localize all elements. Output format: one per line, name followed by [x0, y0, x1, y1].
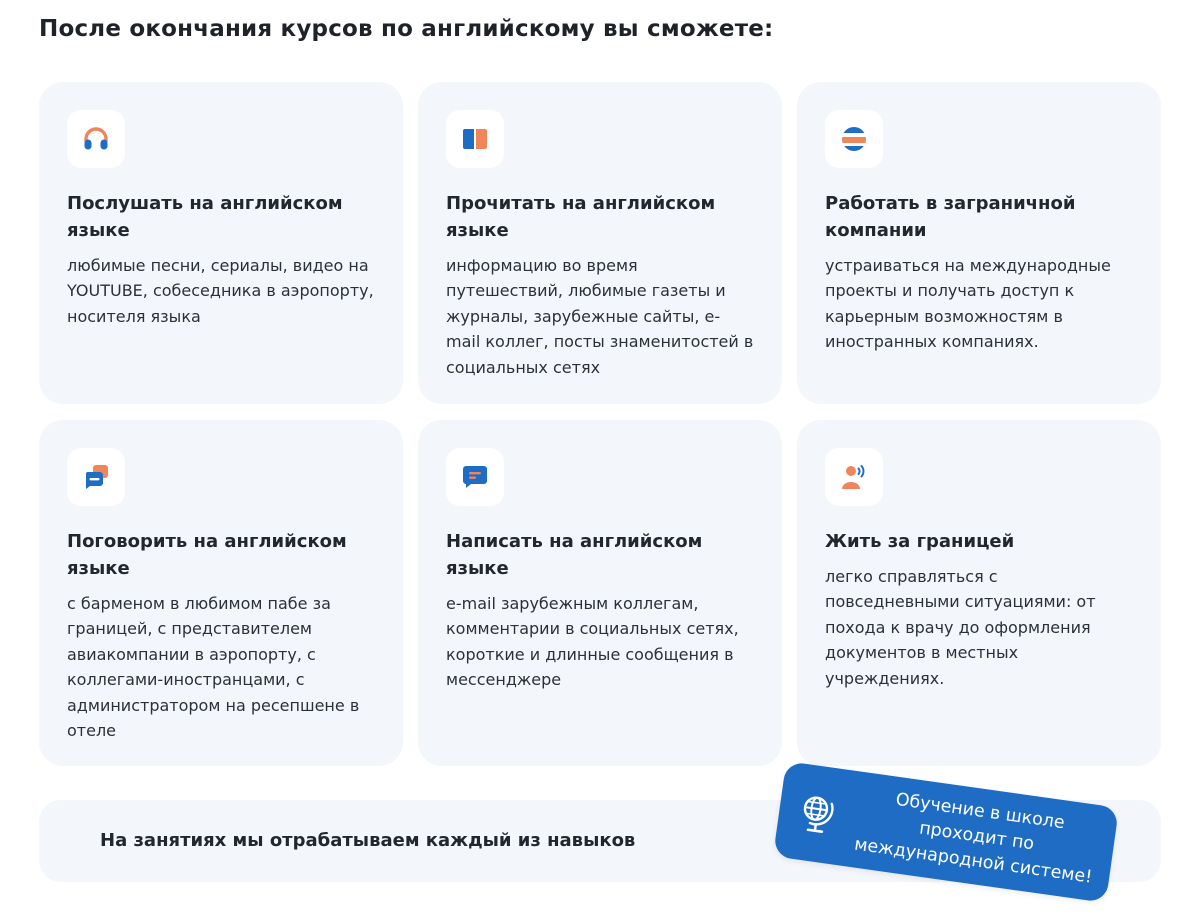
message-icon [460, 462, 490, 492]
book-icon [460, 124, 490, 154]
icon-tile [825, 448, 883, 506]
card-title: Написать на английском языке [446, 531, 703, 579]
card-description: с барменом в любимом пабе за границей, с представителем авиакомпании в аэропорту, с коллегами-иностранцами, с администратором на ресепшене в отеле [67, 594, 360, 741]
icon-tile [67, 448, 125, 506]
card-description: информацию во время путешествий, любимые газеты и журналы, зарубежные сайты, e-mail коллег, посты знаменитостей в социальных сетях [446, 256, 754, 377]
card-title: Прочитать на английском языке [446, 193, 716, 241]
card-description: любимые песни, сериалы, видео на YOUTUBE, собеседника в аэропорту, носителя языка [67, 256, 374, 326]
card-description: легко справляться с повседневными ситуациями: от похода к врачу до оформления документов в местных учреждениях. [825, 567, 1096, 688]
page-title: После окончания курсов по английскому вы сможете: [39, 16, 774, 42]
card-title: Работать в заграничной компании [825, 193, 1076, 241]
card-title: Жить за границей [825, 531, 1015, 552]
icon-tile [446, 110, 504, 168]
card-description: устраиваться на международные проекты и получать доступ к карьерным возможностям в иностранных компаниях. [825, 256, 1111, 352]
card-live-abroad [797, 420, 1161, 766]
banner-text: На занятиях мы отрабатываем каждый из навыков [100, 830, 636, 851]
globe-icon [839, 124, 869, 154]
card-title: Послушать на английском языке [67, 193, 343, 241]
card-read [418, 82, 782, 404]
icon-tile [825, 110, 883, 168]
person-speaking-icon [839, 462, 869, 492]
card-title: Поговорить на английском языке [67, 531, 347, 579]
card-description: e-mail зарубежным коллегам, комментарии в социальных сетях, короткие и длинные сообщения в мессенджере [446, 594, 739, 690]
headphones-icon [81, 124, 111, 154]
card-speak [39, 420, 403, 766]
chat-bubbles-icon [81, 462, 111, 492]
card-work-abroad [797, 82, 1161, 404]
icon-tile [67, 110, 125, 168]
card-write [418, 420, 782, 766]
globe-stand-icon [794, 789, 840, 838]
badge-text: Обучение в школе проходит по международной системе! [853, 789, 1094, 888]
card-listen [39, 82, 403, 404]
icon-tile [446, 448, 504, 506]
